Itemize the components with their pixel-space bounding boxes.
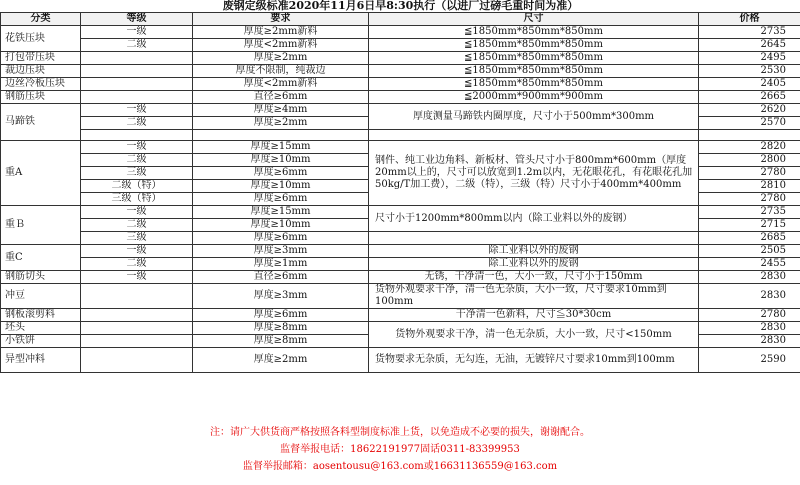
size-cell: 货物外观要求干净，清一色无杂质，大小一致，尺寸要求10mm到100mm: [369, 284, 699, 309]
table-row: [1, 26, 800, 39]
category-cell: 打包带压块: [1, 52, 81, 65]
category-cell: 钢板滚剪料: [1, 309, 81, 322]
price-cell: 2800: [699, 154, 800, 167]
price-cell: 2735: [699, 206, 800, 219]
table-row: [1, 284, 800, 309]
category-cell: 坯头: [1, 322, 81, 335]
footer-notes: [0, 424, 800, 475]
requirement-cell: [193, 130, 369, 141]
table-row: [1, 309, 800, 322]
footer-phone: 监督举报电话：18622191977固话0311-83399953: [280, 444, 520, 455]
price-cell: 2735: [699, 26, 800, 39]
requirement-cell: 厚度≥6mm: [193, 232, 369, 245]
grade-cell: [81, 91, 193, 104]
header-requirement: 要求: [193, 13, 369, 26]
price-cell: 2665: [699, 91, 800, 104]
table-row: [1, 130, 800, 141]
table-row: [1, 271, 800, 284]
category-cell: 花铁压块: [1, 26, 81, 52]
size-cell: 无锈，干净清一色，大小一致，尺寸小于150mm: [369, 271, 699, 284]
size-cell: 干净清一色新料，尺寸≦30*30cm: [369, 309, 699, 322]
size-cell: ≦2000mm*900mm*900mm: [369, 91, 699, 104]
grade-cell: 二级: [81, 117, 193, 130]
price-cell: 2530: [699, 65, 800, 78]
table-row: [1, 52, 800, 65]
table-row: [1, 104, 800, 117]
table-row: [1, 65, 800, 78]
size-cell: ≦1850mm*850mm*850mm: [369, 52, 699, 65]
table-row: [1, 78, 800, 91]
price-cell: 2780: [699, 167, 800, 180]
grade-cell: 三级: [81, 167, 193, 180]
table-row: [1, 348, 800, 373]
grade-cell: 三级: [81, 232, 193, 245]
price-cell: 2820: [699, 141, 800, 154]
table-row: [1, 322, 800, 335]
category-cell: 钢筋压块: [1, 91, 81, 104]
price-cell: 2645: [699, 39, 800, 52]
size-cell: 货物要求无杂质，无勾连，无油，无镀锌尺寸要求10mm到100mm: [369, 348, 699, 373]
grade-cell: 一级: [81, 104, 193, 117]
grade-cell: 二级: [81, 258, 193, 271]
requirement-cell: 厚度不限制，纯裁边: [193, 65, 369, 78]
price-cell: [699, 130, 800, 141]
category-cell: 重A: [1, 141, 81, 206]
requirement-cell: 厚度≥1mm: [193, 258, 369, 271]
price-cell: 2780: [699, 193, 800, 206]
table-row: [1, 91, 800, 104]
grade-cell: [81, 78, 193, 91]
price-cell: 2590: [699, 348, 800, 373]
requirement-cell: 厚度≥3mm: [193, 245, 369, 258]
grade-cell: [81, 65, 193, 78]
requirement-cell: 厚度≥15mm: [193, 141, 369, 154]
requirement-cell: 厚度≥2mm: [193, 348, 369, 373]
requirement-cell: 厚度≥2mm新料: [193, 26, 369, 39]
requirement-cell: 厚度≥10mm: [193, 219, 369, 232]
table-row: [1, 258, 800, 271]
requirement-cell: 厚度≥3mm: [193, 284, 369, 309]
grade-cell: [81, 309, 193, 322]
grade-cell: 一级: [81, 271, 193, 284]
category-cell: 马蹄铁: [1, 104, 81, 141]
grade-cell: [81, 335, 193, 348]
category-cell: 钢筋切头: [1, 271, 81, 284]
requirement-cell: 厚度≥6mm: [193, 193, 369, 206]
price-cell: 2830: [699, 322, 800, 335]
price-cell: 2495: [699, 52, 800, 65]
category-cell: 裁边压块: [1, 65, 81, 78]
header-category: 分类: [1, 13, 81, 26]
requirement-cell: 厚度≥4mm: [193, 104, 369, 117]
size-cell: [369, 130, 699, 141]
grade-cell: 一级: [81, 206, 193, 219]
grade-cell: 三级（特）: [81, 193, 193, 206]
requirement-cell: 厚度≥6mm: [193, 309, 369, 322]
grade-cell: 一级: [81, 245, 193, 258]
requirement-cell: 厚度≥8mm: [193, 335, 369, 348]
price-cell: 2570: [699, 117, 800, 130]
category-cell: 重Ｂ: [1, 206, 81, 245]
requirement-cell: 厚度≥8mm: [193, 322, 369, 335]
price-cell: 2715: [699, 219, 800, 232]
size-cell: ≦1850mm*850mm*850mm: [369, 65, 699, 78]
size-cell: ≦1850mm*850mm*850mm: [369, 39, 699, 52]
price-cell: 2455: [699, 258, 800, 271]
grade-cell: 二级: [81, 154, 193, 167]
sheet-title: 废钢定级标准2020年11月6日早8:30执行（以进厂过磅毛重时间为准）: [1, 0, 800, 13]
size-cell: 除工业料以外的废钢: [369, 258, 699, 271]
size-cell: [369, 232, 699, 245]
requirement-cell: 厚度≥6mm: [193, 167, 369, 180]
price-cell: 2830: [699, 271, 800, 284]
grade-cell: [81, 284, 193, 309]
grade-cell: 一级: [81, 26, 193, 39]
category-cell: 小铁饼: [1, 335, 81, 348]
price-cell: 2830: [699, 284, 800, 309]
size-cell: 厚度测量马蹄铁内圈厚度，尺寸小于500mm*300mm: [369, 104, 699, 130]
price-cell: 2810: [699, 180, 800, 193]
grade-cell: [81, 52, 193, 65]
header-size: 尺寸: [369, 13, 699, 26]
price-cell: 2685: [699, 232, 800, 245]
grade-cell: [81, 322, 193, 335]
price-cell: 2405: [699, 78, 800, 91]
size-cell: ≦1850mm*850mm*850mm: [369, 78, 699, 91]
footer-email: 监督举报邮箱：aosentousu@163.com或16631136559@163.com: [242, 461, 558, 472]
price-cell: 2780: [699, 309, 800, 322]
table-row: [1, 141, 800, 154]
table-row: [1, 232, 800, 245]
requirement-cell: 厚度≥2mm: [193, 52, 369, 65]
price-cell: 2505: [699, 245, 800, 258]
requirement-cell: 厚度≥10mm: [193, 154, 369, 167]
category-cell: 异型冲料: [1, 348, 81, 373]
size-cell: 钢件、纯工业边角料、新板材、管头尺寸小于800mm*600mm（厚度20mm以上的，尺寸可以放宽到1.2m以内，无花眼花孔，有花眼花孔加50kg/T加工费），二级（特），三级（特）尺寸小于400mm*400mm: [369, 141, 699, 206]
grade-cell: [81, 348, 193, 373]
price-cell: 2830: [699, 335, 800, 348]
grade-cell: 二级: [81, 39, 193, 52]
category-cell: 冲豆: [1, 284, 81, 309]
size-cell: 除工业料以外的废钢: [369, 245, 699, 258]
table-row: [1, 39, 800, 52]
category-cell: 边丝冷板压块: [1, 78, 81, 91]
header-price: 价格: [699, 13, 800, 26]
grade-cell: 一级: [81, 141, 193, 154]
size-cell: 尺寸小于1200mm*800mm以内（除工业料以外的废钢）: [369, 206, 699, 232]
requirement-cell: 厚度<2mm新料: [193, 39, 369, 52]
size-cell: ≦1850mm*850mm*850mm: [369, 26, 699, 39]
header-grade: 等级: [81, 13, 193, 26]
requirement-cell: 厚度≥15mm: [193, 206, 369, 219]
grade-cell: [81, 130, 193, 141]
requirement-cell: 直径≥6mm: [193, 271, 369, 284]
table-row: [1, 245, 800, 258]
grade-cell: 二级（特）: [81, 180, 193, 193]
requirement-cell: 厚度≥10mm: [193, 180, 369, 193]
requirement-cell: 厚度≥2mm: [193, 117, 369, 130]
table-row: [1, 206, 800, 219]
requirement-cell: 直径≥6mm: [193, 91, 369, 104]
header-row: [1, 13, 800, 26]
category-cell: 重C: [1, 245, 81, 271]
size-cell: 货物外观要求干净，清一色无杂质，大小一致，尺寸<150mm: [369, 322, 699, 348]
grade-cell: 二级: [81, 219, 193, 232]
price-cell: 2620: [699, 104, 800, 117]
requirement-cell: 厚度<2mm新料: [193, 78, 369, 91]
footer-note: 注：请广大供货商严格按照各料型制度标准上货，以免造成不必要的损失，谢谢配合。: [210, 427, 590, 438]
